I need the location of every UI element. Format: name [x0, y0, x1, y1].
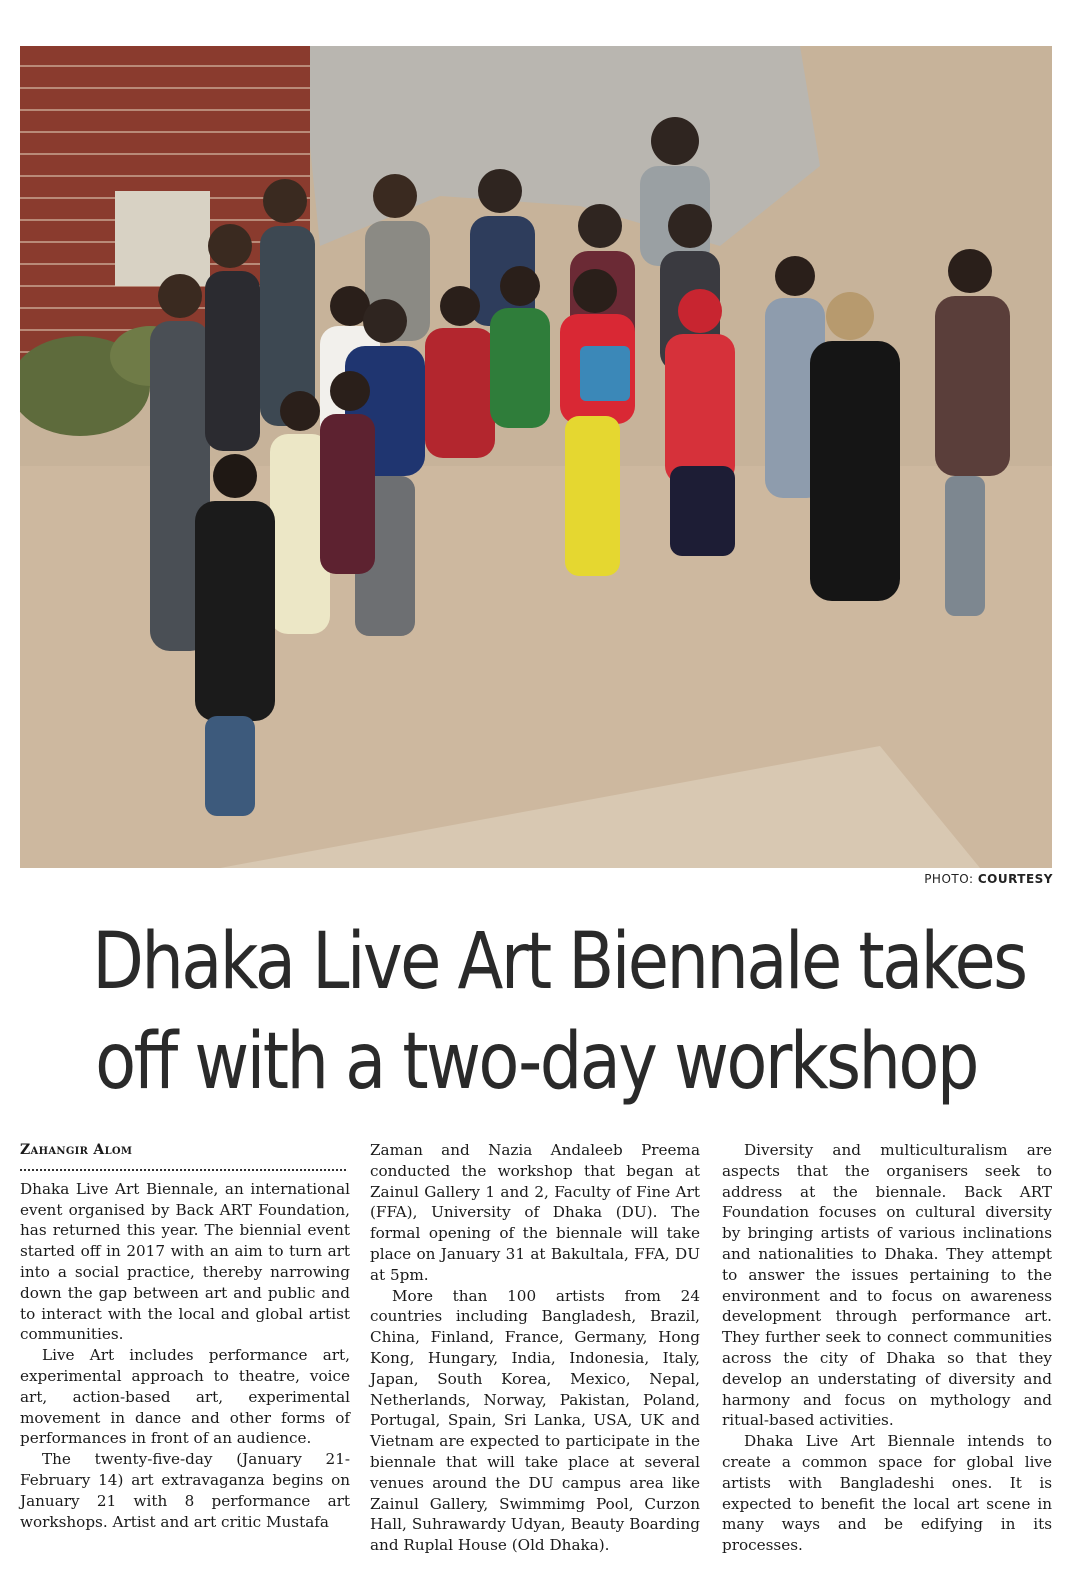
paragraph: Diversity and multiculturalism are aspects that the organisers seek to address at the biennale. Back ART Foundation focuses on cultural diversity by bringing artists of various inclinations and nationalities to Dhaka. They attempt to answer the issues pertaining to the environment and to focus on awareness development through performance art. They further seek to connect communities across the city of Dhaka so that they develop an understating of diversity and harmony and focus on mythology and ritual-based activities. — [722, 1141, 1052, 1430]
headline-line-1: Dhaka Live Art Biennale takes — [92, 917, 1026, 1007]
group-photo — [20, 46, 1052, 868]
paragraph: Live Art includes performance art, experimental approach to theatre, voice art, action-based art, experimental movement in dance and other forms of performances in front of an audience. — [20, 1346, 350, 1448]
paragraph: Dhaka Live Art Biennale, an international event organised by Back ART Foundation, has returned this year. The biennial event started off in 2017 with an aim to turn art into a social practice, thereby narrowing down the gap between art and public and to interact with the local and global artist communities. — [20, 1179, 350, 1344]
paragraph: More than 100 artists from 24 countries including Bangladesh, Brazil, China, Finland, France, Germany, Hong Kong, Hungary, India, Indonesia, Italy, Japan, South Korea, Mexico, Nepal, Netherlands, Norway, Pakistan, Poland, Portugal, Spain, Sri Lanka, USA, UK and Vietnam are expected to participate in the biennale that will take place at several venues around the DU campus area like Zainul Gallery, Swimmimg Pool, Curzon Hall, Suhrawardy Udyan, Beauty Boarding and Ruplal House (Old Dhaka). — [370, 1286, 700, 1555]
photo-illustration — [20, 46, 1052, 868]
byline: Zahangir Alom — [20, 1140, 346, 1171]
headline — [92, 912, 1026, 1112]
paragraph: Zaman and Nazia Andaleeb Preema conducted the workshop that began at Zainul Gallery 1 and 2, Faculty of Fine Art (FFA), University of Dhaka (DU). The formal opening of the biennale will take place on January 31 at Bakultala, FFA, DU at 5pm. — [370, 1141, 700, 1284]
paragraph: Dhaka Live Art Biennale intends to create a common space for global live artists with Bangladeshi ones. It is expected to benefit the local art scene in many ways and be edifying in its processes. — [722, 1432, 1052, 1555]
column-2 — [370, 1140, 700, 1556]
photo-credit — [924, 872, 1053, 886]
photo-credit-label: PHOTO: — [924, 872, 974, 886]
column-1 — [20, 1140, 350, 1532]
photo-credit-value: COURTESY — [977, 872, 1053, 886]
column-3 — [722, 1140, 1052, 1556]
headline-line-2: off with a two-day workshop — [95, 1017, 977, 1107]
article-body — [20, 1140, 1052, 1560]
paragraph: The twenty-five-day (January 21-February 14) art extravaganza begins on January 21 with 8 performance art workshops. Artist and art critic Mustafa — [20, 1450, 350, 1531]
